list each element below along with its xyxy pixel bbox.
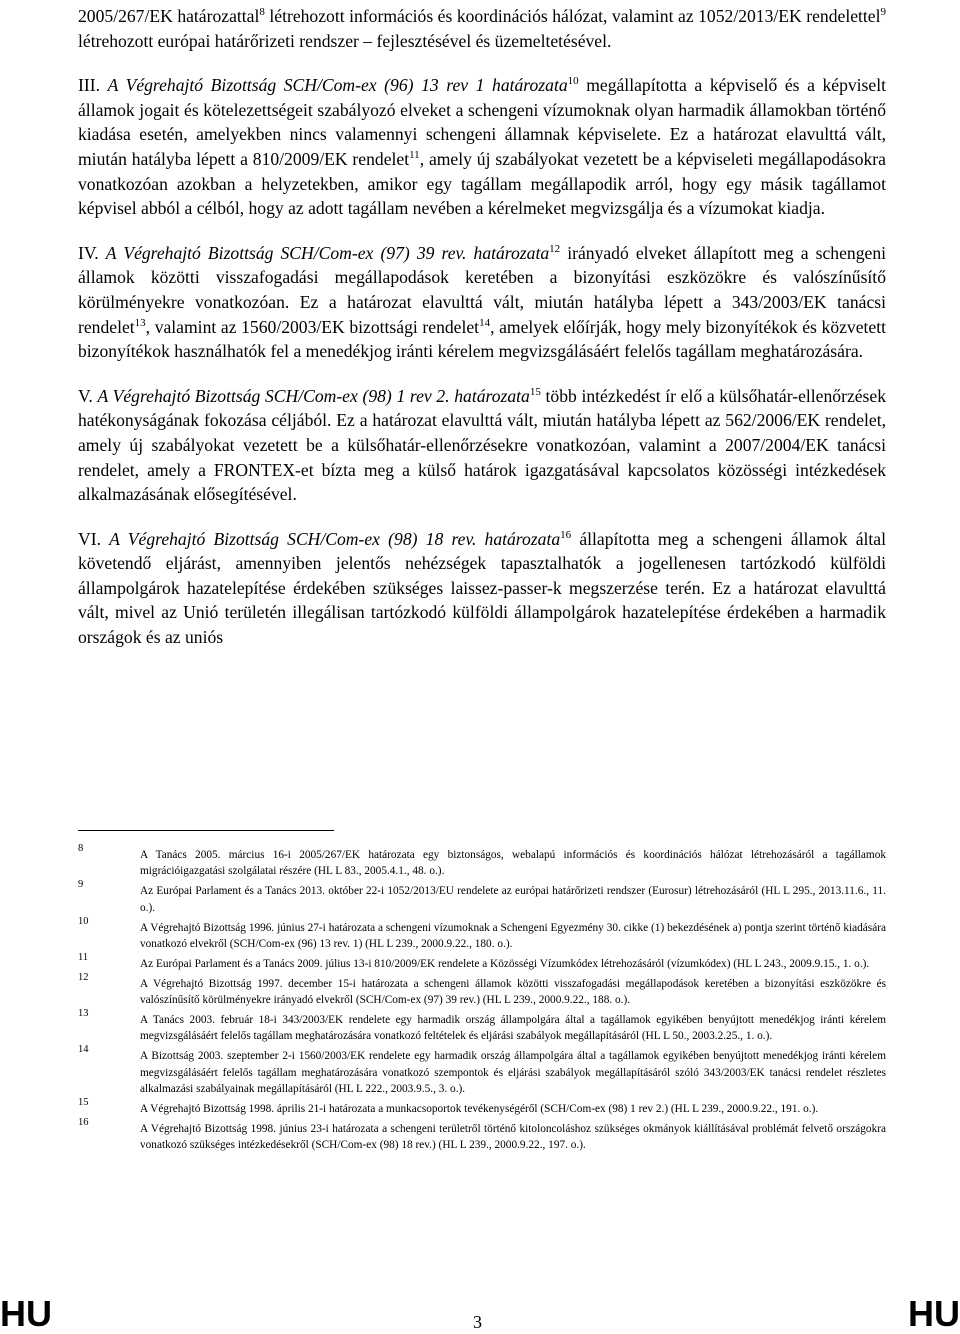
footnote-number: 13: [78, 1008, 89, 1020]
footnote: [78, 1096, 886, 1117]
footnote: [78, 879, 886, 916]
footnote-text: A Tanács 2005. március 16-i 2005/267/EK határozata egy biztonságos, webalapú információs és koordinációs hálózat létrehozásáról a tagállamok migrációigazgatási szolgálatai részére (HL L 83., 2005.4.1., 48. o.).: [140, 849, 886, 878]
decision-reference: A Végrehajtó Bizottság SCH/Com-ex (98) 18 rev. határozata: [109, 528, 561, 549]
footnote-number: 15: [78, 1096, 89, 1108]
footnote-ref[interactable]: 9: [880, 6, 886, 19]
footnote-text: A Végrehajtó Bizottság 1997. december 15-i határozata a schengeni államok közötti visszafogadási megállapodások keretében a bizonyítási eszközökre és valószínűsítő körülményekre irányadó elvekről (SCH/Com-ex (97) 39 rev.) (HL L 239., 2000.9.22., 188. o.).: [140, 977, 886, 1007]
language-code-right: HU: [908, 1293, 960, 1334]
footnote: [78, 1116, 886, 1154]
footnote: [78, 971, 886, 1009]
section-number: VI.: [78, 528, 110, 549]
language-code-left: HU: [0, 1293, 52, 1334]
text-run: irányadó elveket állapított meg a schengeni államok közötti visszafogadási megállapodások keretében a bizonyítási eszközökre és valószínűsítő körülményekre vonatkozóan. Ez a határozat elavulttá vált, miután hatályba lépett a 343/2003/EK tanácsi rendelet: [78, 242, 887, 337]
footnote-ref[interactable]: 10: [567, 75, 579, 88]
footnote-number: 14: [78, 1044, 89, 1056]
decision-reference: A Végrehajtó Bizottság SCH/Com-ex (97) 39 rev. határozata: [105, 242, 550, 263]
section-iii-paragraph: [78, 73, 886, 221]
footnote-text: A Végrehajtó Bizottság 1996. június 27-i határozata a schengeni vízumoknak a Schengeni Egyezmény 30. cikke (1) bekezdésének a) pontja szerint történő kiadására vonatkozó elvekről (SCH/Com-ex (96) 13 rev. 1) (HL L 239., 2000.9.22., 180. o.).: [140, 921, 886, 950]
section-vi-paragraph: [78, 527, 886, 650]
footnote-text: Az Európai Parlament és a Tanács 2009. július 13-i 810/2009/EK rendelete a Közösségi Vízumkódex létrehozásáról (vízumkódex) (HL L 243., 2009.9.15., 1. o.).: [140, 957, 870, 970]
section-number: V.: [78, 385, 98, 406]
decision-reference: A Végrehajtó Bizottság SCH/Com-ex (98) 1 rev 2. határozata: [97, 385, 530, 406]
text-run: 2005/267/EK határozattal: [78, 6, 260, 26]
body-text: [78, 4, 886, 650]
footnote-text: A Tanács 2003. február 18-i 343/2003/EK rendelete egy harmadik ország állampolgára által a tagállamok egyikében benyújtott menedékjog iránti kérelem megvizsgálásáért felelős tagállam meghatározására vonatkozó feltételek és eljárási szabályok megállapításáról (HL L 50., 2003.2.25., 1. o.).: [140, 1014, 886, 1043]
footnote-ref[interactable]: 16: [560, 528, 572, 541]
footnote-ref[interactable]: 14: [479, 316, 491, 329]
section-v-paragraph: [78, 384, 886, 507]
text-run: több intézkedést ír elő a külsőhatár-ellenőrzések hatékonyságának fokozása céljából. Ez a határozat elavulttá vált, miután hatályba lépett az 562/2006/EK rendelet, amely új szabályokat vezetett be a külsőhatár-ellenőrzésekre vonatkozóan, valamint a 2007/2004/EK tanácsi rendelet, amely a FRONTEX-et bízta meg a külső határok igazgatásával kapcsolatos közösségi intézkedések alkalmazásának elősegítésével.: [78, 385, 887, 505]
footnote: [78, 915, 886, 953]
footnote-ref[interactable]: 8: [259, 6, 265, 19]
footnote-ref[interactable]: 11: [409, 149, 420, 162]
document-page: [78, 0, 886, 1334]
footnotes: [78, 843, 886, 1154]
footnote-text: A Végrehajtó Bizottság 1998. június 23-i határozata a schengeni területről történő kitoloncoláshoz szükséges okmányok kiállításával problémát felvető országokra vonatkozó szükséges intézkedésekről (SCH/Com-ex (98) 18 rev.) (HL L 239., 2000.9.22., 197. o.).: [140, 1122, 886, 1152]
footnote: [78, 1008, 886, 1045]
footnote-number: 11: [78, 951, 89, 963]
text-run: létrehozott információs és koordinációs hálózat, valamint az 1052/2013/EK rendelettel: [264, 6, 881, 26]
footnote-number: 12: [78, 971, 89, 983]
section-number: III.: [78, 75, 108, 96]
footnote-ref[interactable]: 15: [529, 385, 541, 398]
footnote-number: 10: [78, 915, 89, 927]
section-number: IV.: [78, 242, 106, 263]
footnote-number: 9: [78, 879, 84, 891]
footnote-ref[interactable]: 12: [549, 242, 561, 255]
footnote: [78, 843, 886, 880]
text-run: , valamint az 1560/2003/EK bizottsági rendelet: [145, 316, 480, 337]
footnote: [78, 1044, 886, 1097]
text-run: létrehozott európai határőrizeti rendszer – fejlesztésével és üzemeltetésével.: [78, 30, 612, 51]
intro-paragraph: [78, 4, 886, 53]
text-run: , amely új szabályokat vezetett be a képviseleti megállapodásokra vonatkozóan azokban a helyzetekben, amikor egy tagállam megállapodik arról, hogy egy másik tagállamot képvisel abból a célból, hogy az adott tagállam nevében a kérelmeket megvizsgálja és a vízumokat kiadja.: [78, 148, 886, 219]
footnote-number: 8: [78, 843, 84, 854]
text-run: megállapította a képviselő és a képviselt államok jogait és kötelezettségeit szabályozó elveket a schengeni vízumoknak olyan harmadik államokban történő kiadása esetén, amelyekben nincs valamennyi schengeni államnak képviselete. Ez a határozat elavulttá vált, miután hatályba lépett a 810/2009/EK rendelet: [78, 75, 886, 169]
text-run: , amelyek előírják, hogy mely bizonyítékok és közvetett bizonyítékok használhatók fel a menedékjog iránti kérelem megvizsgálásáért felelős tagállam meghatározására.: [78, 316, 886, 362]
page-number: 3: [473, 1312, 482, 1332]
section-iv-paragraph: [78, 241, 886, 364]
footnote-text: Az Európai Parlament és a Tanács 2013. október 22-i 1052/2013/EU rendelete az európai határőrizeti rendszer (Eurosur) létrehozásáról (HL L 295., 2013.11.6., 11. o.).: [140, 885, 886, 914]
footnote-number: 16: [78, 1116, 89, 1128]
footnote-ref[interactable]: 13: [134, 316, 146, 329]
footnote-text: A Bizottság 2003. szeptember 2-i 1560/2003/EK rendelete egy harmadik ország állampolgára által a tagállamok egyikében benyújtott menedékjog iránti kérelem megvizsgálásáért felelős tagállam meghatározására vonatkozó szempontok és eljárási szabályok megállapításáról szóló 343/2003/EK tanácsi rendelet részletes alkalmazási szabályainak megállapításáról (HL L 222., 2003.9.5., 3. o.).: [140, 1050, 886, 1095]
text-run: állapította meg a schengeni államok által követendő eljárást, amennyiben jelentős nehézségek tapasztalhatók a jogellenesen tartózkodó külföldi állampolgárok hazatelepítése érdekében szükséges laissez-passer-k megszerzése terén. Ez a határozat elavulttá vált, mivel az Unió területén illegálisan tartózkodó külföldi állampolgárok hazatelepítése érdekében a harmadik országok és az uniós: [78, 528, 886, 648]
footnote-text: A Végrehajtó Bizottság 1998. április 21-i határozata a munkacsoportok tevékenységéről (SCH/Com-ex (98) 1 rev 2.) (HL L 239., 2000.9.22., 191. o.).: [140, 1102, 819, 1115]
footnote: [78, 951, 886, 972]
decision-reference: A Végrehajtó Bizottság SCH/Com-ex (96) 13 rev 1 határozata: [107, 75, 568, 96]
footnote-separator: [78, 830, 334, 831]
